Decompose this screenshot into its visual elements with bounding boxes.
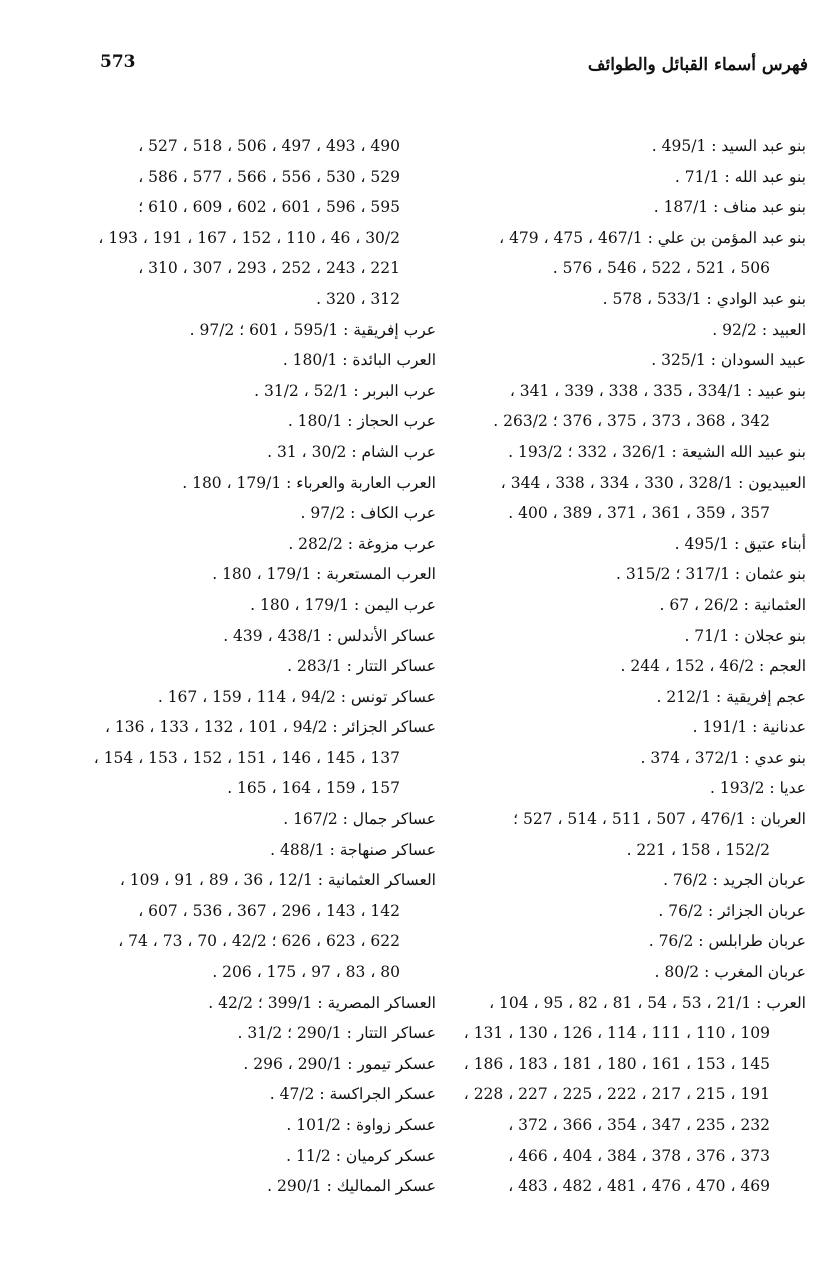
index-entry-line: عرب البربر : 52/1 ، 31/2 . xyxy=(254,381,436,400)
index-entry-line: عرب اليمن : 179/1 ، 180 . xyxy=(250,595,436,614)
index-entry-line: 30/2 ، 46 ، 110 ، 152 ، 167 ، 191 ، 193 ، xyxy=(98,228,400,247)
index-entry-line: عديا : 193/2 . xyxy=(709,779,806,798)
index-entry-line: عرب الكاف : 97/2 . xyxy=(300,504,436,523)
index-column-left xyxy=(90,131,436,1202)
index-entry-line: العرب المستعربة : 179/1 ، 180 . xyxy=(212,565,436,584)
index-entry-line: 373 ، 376 ، 378 ، 384 ، 404 ، 466 ، xyxy=(508,1146,770,1165)
index-column-right xyxy=(450,131,806,1202)
index-entry-line: 469 ، 470 ، 476 ، 481 ، 482 ، 483 ، xyxy=(508,1177,770,1196)
index-entry-line: العساكر العثمانية : 12/1 ، 36 ، 89 ، 91 ، 109 ، xyxy=(119,871,436,890)
index-entry-line: عساكر التتار : 290/1 ؛ 31/2 . xyxy=(237,1024,436,1043)
index-entry-line: عبيد السودان : 325/1 . xyxy=(651,351,806,370)
index-entry-line: 221 ، 243 ، 252 ، 293 ، 307 ، 310 ، xyxy=(138,259,400,278)
index-entry-line: عساكر الأندلس : 438/1 ، 439 . xyxy=(223,626,436,645)
index-entry-line: عساكر التتار : 283/1 . xyxy=(287,657,436,676)
running-head-title: فهرس أسماء القبائل والطوائف xyxy=(587,55,808,75)
index-entry-line: عسكر كرميان : 11/2 . xyxy=(286,1146,436,1165)
index-entry-line: بنو عثمان : 317/1 ؛ 315/2 . xyxy=(616,565,806,584)
index-entry-line: عدنانية : 191/1 . xyxy=(692,718,806,737)
index-entry-line: عربان طرابلس : 76/2 . xyxy=(648,932,806,951)
index-entry-line: عرب الشام : 30/2 ، 31 . xyxy=(267,442,436,461)
index-entry-line: بنو عبيد : 334/1 ، 335 ، 338 ، 339 ، 341 ، xyxy=(509,381,806,400)
index-entry-line: 342 ، 368 ، 373 ، 375 ، 376 ؛ 263/2 . xyxy=(493,412,770,431)
index-entry-line: عسكر زواوة : 101/2 . xyxy=(286,1116,436,1134)
index-entry-line: العرب : 21/1 ، 53 ، 54 ، 81 ، 82 ، 95 ، 104 ، xyxy=(489,993,806,1012)
index-entry-line: 137 ، 145 ، 146 ، 151 ، 152 ، 153 ، 154 ، xyxy=(93,748,400,767)
index-entry-line: بنو عبد مناف : 187/1 . xyxy=(653,198,806,217)
index-entry-line: 80 ، 83 ، 97 ، 175 ، 206 . xyxy=(212,963,400,982)
index-entry-line: 145 ، 153 ، 161 ، 180 ، 181 ، 183 ، 186 ، xyxy=(463,1054,770,1073)
index-entry-line: 506 ، 521 ، 522 ، 546 ، 576 . xyxy=(552,259,770,278)
index-entry-line: 595 ، 596 ، 601 ، 602 ، 609 ، 610 ؛ xyxy=(138,198,400,217)
index-entry-line: عجم إفريقية : 212/1 . xyxy=(656,687,806,706)
page-number: 573 xyxy=(100,52,136,72)
index-entry-line: عسكر تيمور : 290/1 ، 296 . xyxy=(243,1054,436,1073)
index-entry-line: 490 ، 493 ، 497 ، 506 ، 518 ، 527 ، xyxy=(138,137,400,155)
index-entry-line: 191 ، 215 ، 217 ، 222 ، 225 ، 227 ، 228 ، xyxy=(463,1085,770,1104)
index-entry-line: بنو عبيد الله الشيعة : 326/1 ، 332 ؛ 193/2 . xyxy=(508,442,806,461)
index-entry-line: عربان المغرب : 80/2 . xyxy=(654,963,806,982)
index-entry-line: بنو عبد الوادي : 533/1 ، 578 . xyxy=(602,289,806,308)
index-entry-line: عسكر الجراكسة : 47/2 . xyxy=(269,1085,436,1104)
index-entry-line: العرب العاربة والعرباء : 179/1 ، 180 . xyxy=(182,473,436,492)
index-entry-line: بنو عبد الله : 71/1 . xyxy=(674,167,806,186)
index-entry-line: عربان الجريد : 76/2 . xyxy=(663,871,806,890)
index-entry-line: عساكر جمال : 167/2 . xyxy=(283,810,436,829)
index-entry-line: عساكر الجزائر : 94/2 ، 101 ، 132 ، 133 ، 136 ، xyxy=(104,718,436,737)
index-entry-line: 622 ، 623 ، 626 ؛ 42/2 ، 70 ، 73 ، 74 ، xyxy=(118,932,400,951)
index-entry-line: عسكر المماليك : 290/1 . xyxy=(267,1177,436,1196)
index-entry-line: عرب الحجاز : 180/1 . xyxy=(287,412,436,431)
index-entry-line: أبناء عتيق : 495/1 . xyxy=(674,534,806,553)
index-entry-line: بنو عجلان : 71/1 . xyxy=(684,626,806,645)
index-entry-line: بنو عبد المؤمن بن علي : 467/1 ، 475 ، 479 ، xyxy=(499,228,806,247)
index-entry-line: 357 ، 359 ، 361 ، 371 ، 389 ، 400 . xyxy=(508,504,770,523)
index-entry-line: 109 ، 110 ، 111 ، 114 ، 126 ، 130 ، 131 ، xyxy=(463,1024,770,1043)
index-entry-line: 312 ، 320 . xyxy=(316,289,400,308)
index-entry-line: العثمانية : 26/2 ، 67 . xyxy=(659,595,806,614)
index-entry-line: عرب إفريقية : 595/1 ، 601 ؛ 97/2 . xyxy=(189,320,436,339)
index-entry-line: 529 ، 530 ، 556 ، 566 ، 577 ، 586 ، xyxy=(138,167,400,186)
index-entry-line: عساكر تونس : 94/2 ، 114 ، 159 ، 167 . xyxy=(157,687,436,706)
index-entry-line: 157 ، 159 ، 164 ، 165 . xyxy=(227,779,400,798)
index-entry-line: بنو عبد السيد : 495/1 . xyxy=(651,137,806,155)
index-entry-line: العساكر المصرية : 399/1 ؛ 42/2 . xyxy=(208,993,436,1012)
index-entry-line: العرب البائدة : 180/1 . xyxy=(282,351,436,370)
index-entry-line: عرب مزوغة : 282/2 . xyxy=(288,534,436,553)
index-entry-line: 152/2 ، 158 ، 221 . xyxy=(626,840,770,859)
index-entry-line: العربان : 476/1 ، 507 ، 511 ، 514 ، 527 ؛ xyxy=(513,810,806,829)
index-entry-line: 142 ، 143 ، 296 ، 367 ، 536 ، 607 ، xyxy=(138,901,400,920)
index-entry-line: عربان الجزائر : 76/2 . xyxy=(658,901,806,920)
index-entry-line: العبيديون : 328/1 ، 330 ، 334 ، 338 ، 344 ، xyxy=(500,473,806,492)
index-entry-line: عساكر صنهاجة : 488/1 . xyxy=(270,840,436,859)
index-entry-line: العجم : 46/2 ، 152 ، 244 . xyxy=(620,657,806,676)
index-entry-line: العبيد : 92/2 . xyxy=(712,320,806,339)
index-entry-line: 232 ، 235 ، 347 ، 354 ، 366 ، 372 ، xyxy=(508,1116,770,1134)
index-entry-line: بنو عدي : 372/1 ، 374 . xyxy=(640,748,806,767)
